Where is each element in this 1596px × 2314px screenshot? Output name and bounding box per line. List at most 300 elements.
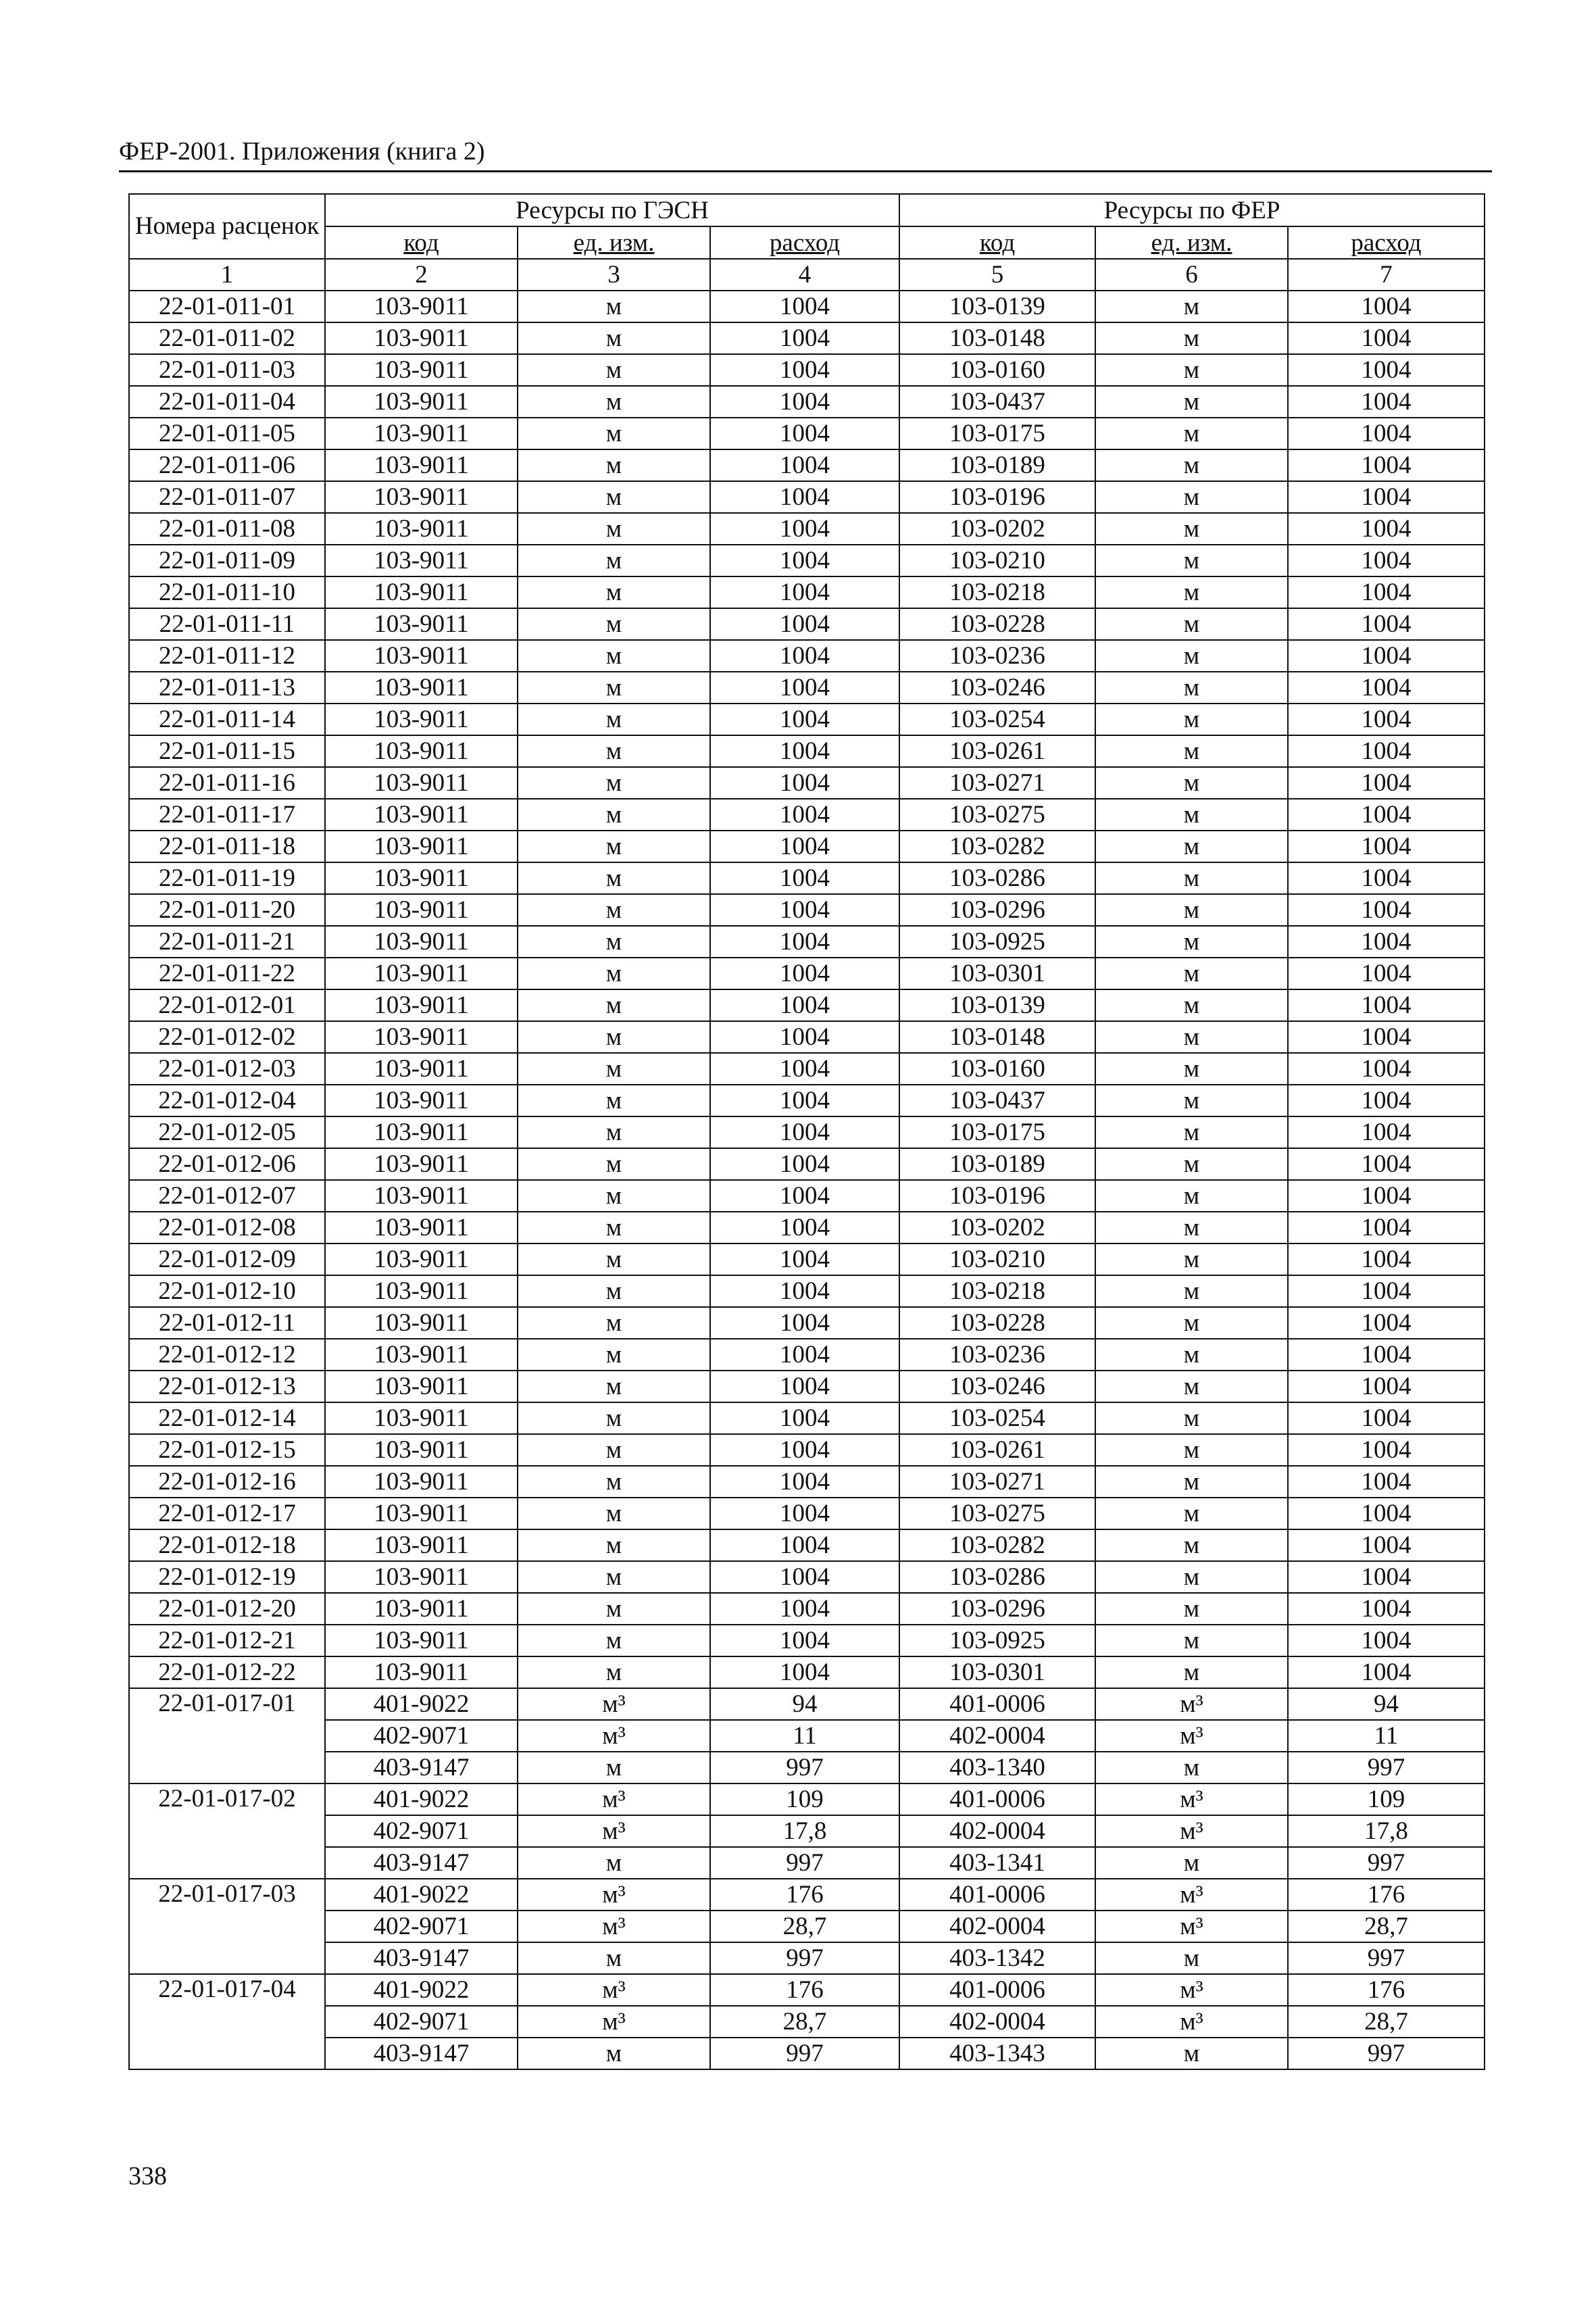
cell-gesn-unit: м: [518, 481, 710, 513]
cell-gesn-consumption: 1004: [710, 1402, 899, 1434]
cell-fer-code: 103-0271: [899, 1466, 1095, 1498]
cell-gesn-consumption: 997: [710, 2038, 899, 2069]
cell-gesn-unit: м: [518, 672, 710, 704]
cell-fer-unit: м³: [1095, 1783, 1288, 1815]
table-row: [129, 576, 1485, 608]
cell-fer-code: 103-0296: [899, 894, 1095, 926]
cell-fer-consumption: 176: [1288, 1974, 1485, 2006]
cell-rate-number: 22-01-012-21: [129, 1625, 325, 1656]
cell-rate-number: 22-01-011-21: [129, 926, 325, 958]
table-row: [129, 1307, 1485, 1339]
cell-gesn-unit: м: [518, 1466, 710, 1498]
cell-gesn-code: 103-9011: [325, 418, 518, 449]
cell-gesn-unit: м: [518, 1402, 710, 1434]
col-header-fer-unit: ед. изм.: [1095, 226, 1288, 259]
cell-fer-consumption: 1004: [1288, 449, 1485, 481]
cell-gesn-unit: м³: [518, 1815, 710, 1847]
cell-gesn-code: 103-9011: [325, 1593, 518, 1625]
cell-rate-number: 22-01-012-01: [129, 989, 325, 1021]
cell-fer-code: 403-1342: [899, 1942, 1095, 1974]
table-row: [129, 1529, 1485, 1561]
table-row: [129, 1783, 1485, 1815]
cell-fer-consumption: 109: [1288, 1783, 1485, 1815]
cell-fer-unit: м: [1095, 386, 1288, 418]
cell-fer-unit: м: [1095, 958, 1288, 989]
cell-gesn-code: 103-9011: [325, 576, 518, 608]
cell-gesn-code: 103-9011: [325, 1212, 518, 1244]
cell-rate-number: 22-01-012-22: [129, 1656, 325, 1688]
cell-gesn-consumption: 1004: [710, 576, 899, 608]
table-row: [129, 1466, 1485, 1498]
cell-fer-unit: м: [1095, 354, 1288, 386]
cell-fer-code: 103-0282: [899, 831, 1095, 862]
cell-gesn-code: 103-9011: [325, 513, 518, 545]
cell-fer-consumption: 1004: [1288, 640, 1485, 672]
table-row: [129, 1180, 1485, 1212]
cell-gesn-code: 103-9011: [325, 1275, 518, 1307]
cell-rate-number: 22-01-012-05: [129, 1116, 325, 1148]
cell-gesn-code: 401-9022: [325, 1879, 518, 1911]
table-row: [129, 2006, 1485, 2038]
table-row: [129, 545, 1485, 576]
cell-gesn-consumption: 1004: [710, 1275, 899, 1307]
cell-rate-number: 22-01-011-22: [129, 958, 325, 989]
cell-fer-unit: м: [1095, 1180, 1288, 1212]
cell-gesn-code: 103-9011: [325, 1180, 518, 1212]
cell-fer-consumption: 28,7: [1288, 1911, 1485, 1942]
cell-gesn-unit: м: [518, 1085, 710, 1116]
cell-gesn-code: 103-9011: [325, 1116, 518, 1148]
resources-table: [128, 193, 1485, 2070]
cell-gesn-code: 103-9011: [325, 1085, 518, 1116]
cell-gesn-consumption: 1004: [710, 481, 899, 513]
cell-fer-consumption: 1004: [1288, 576, 1485, 608]
cell-gesn-code: 103-9011: [325, 354, 518, 386]
cell-fer-unit: м: [1095, 704, 1288, 735]
cell-gesn-consumption: 1004: [710, 1466, 899, 1498]
cell-gesn-unit: м³: [518, 1688, 710, 1720]
cell-fer-consumption: 997: [1288, 1942, 1485, 1974]
cell-fer-consumption: 1004: [1288, 322, 1485, 354]
cell-gesn-code: 401-9022: [325, 1974, 518, 2006]
cell-gesn-code: 103-9011: [325, 926, 518, 958]
cell-gesn-consumption: 1004: [710, 1307, 899, 1339]
cell-rate-number: 22-01-012-08: [129, 1212, 325, 1244]
cell-gesn-consumption: 1004: [710, 735, 899, 767]
col-number: 5: [899, 259, 1095, 291]
cell-gesn-unit: м: [518, 418, 710, 449]
cell-gesn-consumption: 1004: [710, 1148, 899, 1180]
cell-gesn-unit: м³: [518, 2006, 710, 2038]
cell-fer-unit: м: [1095, 1085, 1288, 1116]
table-row: [129, 1942, 1485, 1974]
cell-gesn-consumption: 1004: [710, 1180, 899, 1212]
cell-fer-unit: м: [1095, 1656, 1288, 1688]
table-row: [129, 2038, 1485, 2069]
cell-gesn-consumption: 28,7: [710, 2006, 899, 2038]
col-header-gesn-consumption: расход: [710, 226, 899, 259]
cell-rate-number: 22-01-011-15: [129, 735, 325, 767]
table-row: [129, 831, 1485, 862]
cell-fer-code: 103-0296: [899, 1593, 1095, 1625]
cell-fer-consumption: 997: [1288, 2038, 1485, 2069]
table-row: [129, 481, 1485, 513]
cell-gesn-code: 103-9011: [325, 1561, 518, 1593]
cell-fer-consumption: 1004: [1288, 735, 1485, 767]
cell-fer-code: 401-0006: [899, 1688, 1095, 1720]
cell-fer-consumption: 1004: [1288, 1116, 1485, 1148]
cell-rate-number: 22-01-011-11: [129, 608, 325, 640]
cell-gesn-code: 103-9011: [325, 799, 518, 831]
cell-fer-code: 103-0925: [899, 926, 1095, 958]
cell-gesn-code: 103-9011: [325, 386, 518, 418]
cell-gesn-code: 103-9011: [325, 545, 518, 576]
cell-fer-code: 103-0210: [899, 1244, 1095, 1275]
table-row: [129, 735, 1485, 767]
cell-gesn-code: 403-9147: [325, 1847, 518, 1879]
cell-fer-code: 103-0246: [899, 1371, 1095, 1402]
cell-fer-code: 401-0006: [899, 1974, 1095, 2006]
cell-gesn-unit: м³: [518, 1911, 710, 1942]
cell-gesn-code: 103-9011: [325, 1498, 518, 1529]
cell-fer-code: 402-0004: [899, 1911, 1095, 1942]
cell-fer-unit: м: [1095, 1752, 1288, 1783]
cell-gesn-consumption: 1004: [710, 1116, 899, 1148]
col-number: 7: [1288, 259, 1485, 291]
table-row: [129, 1275, 1485, 1307]
col-header-fer-consumption: расход: [1288, 226, 1485, 259]
cell-gesn-code: 402-9071: [325, 2006, 518, 2038]
cell-fer-consumption: 1004: [1288, 1307, 1485, 1339]
table-row: [129, 1434, 1485, 1466]
table-row: [129, 1116, 1485, 1148]
cell-gesn-consumption: 1004: [710, 989, 899, 1021]
cell-gesn-consumption: 1004: [710, 672, 899, 704]
cell-fer-code: 103-0275: [899, 799, 1095, 831]
table-row: [129, 926, 1485, 958]
cell-gesn-consumption: 1004: [710, 1593, 899, 1625]
cell-gesn-code: 103-9011: [325, 481, 518, 513]
cell-gesn-unit: м: [518, 322, 710, 354]
cell-gesn-consumption: 997: [710, 1847, 899, 1879]
table-row: [129, 1974, 1485, 2006]
cell-gesn-consumption: 1004: [710, 545, 899, 576]
cell-fer-unit: м³: [1095, 2006, 1288, 2038]
cell-rate-number: 22-01-012-03: [129, 1053, 325, 1085]
cell-gesn-code: 103-9011: [325, 672, 518, 704]
cell-gesn-unit: м: [518, 1275, 710, 1307]
cell-fer-unit: м: [1095, 1561, 1288, 1593]
table-row: [129, 894, 1485, 926]
cell-fer-unit: м³: [1095, 1974, 1288, 2006]
cell-fer-unit: м: [1095, 1212, 1288, 1244]
cell-fer-unit: м: [1095, 1942, 1288, 1974]
cell-fer-consumption: 1004: [1288, 1529, 1485, 1561]
cell-rate-number: 22-01-011-13: [129, 672, 325, 704]
cell-fer-code: 403-1341: [899, 1847, 1095, 1879]
table-row: [129, 1879, 1485, 1911]
cell-fer-code: 103-0254: [899, 704, 1095, 735]
cell-gesn-unit: м: [518, 1752, 710, 1783]
cell-fer-code: 103-0148: [899, 1021, 1095, 1053]
cell-fer-unit: м: [1095, 1498, 1288, 1529]
cell-fer-unit: м: [1095, 989, 1288, 1021]
table-row: [129, 1402, 1485, 1434]
cell-fer-consumption: 1004: [1288, 1466, 1485, 1498]
cell-fer-code: 103-0228: [899, 1307, 1095, 1339]
table-row: [129, 958, 1485, 989]
cell-rate-number: 22-01-011-17: [129, 799, 325, 831]
cell-fer-code: 403-1340: [899, 1752, 1095, 1783]
cell-rate-number: 22-01-017-01: [129, 1688, 325, 1783]
cell-fer-consumption: 1004: [1288, 1148, 1485, 1180]
cell-gesn-unit: м: [518, 576, 710, 608]
cell-gesn-unit: м: [518, 735, 710, 767]
cell-gesn-code: 103-9011: [325, 1434, 518, 1466]
cell-fer-unit: м: [1095, 2038, 1288, 2069]
table-row: [129, 608, 1485, 640]
cell-gesn-code: 103-9011: [325, 291, 518, 322]
cell-gesn-unit: м: [518, 958, 710, 989]
cell-gesn-unit: м³: [518, 1783, 710, 1815]
cell-fer-code: 103-0202: [899, 1212, 1095, 1244]
cell-fer-consumption: 1004: [1288, 672, 1485, 704]
cell-rate-number: 22-01-011-16: [129, 767, 325, 799]
col-header-gesn-code: код: [325, 226, 518, 259]
cell-fer-code: 103-0282: [899, 1529, 1095, 1561]
cell-gesn-unit: м: [518, 386, 710, 418]
cell-gesn-consumption: 1004: [710, 1656, 899, 1688]
cell-gesn-consumption: 1004: [710, 958, 899, 989]
cell-fer-unit: м: [1095, 608, 1288, 640]
cell-gesn-unit: м: [518, 1847, 710, 1879]
cell-rate-number: 22-01-011-19: [129, 862, 325, 894]
table-row: [129, 672, 1485, 704]
table-row: [129, 989, 1485, 1021]
cell-fer-unit: м: [1095, 640, 1288, 672]
cell-fer-consumption: 17,8: [1288, 1815, 1485, 1847]
cell-gesn-consumption: 176: [710, 1974, 899, 2006]
cell-rate-number: 22-01-012-19: [129, 1561, 325, 1593]
cell-gesn-unit: м: [518, 1244, 710, 1275]
cell-fer-code: 103-0286: [899, 1561, 1095, 1593]
cell-fer-code: 103-0246: [899, 672, 1095, 704]
cell-gesn-unit: м: [518, 1339, 710, 1371]
cell-gesn-unit: м: [518, 831, 710, 862]
col-number: 1: [129, 259, 325, 291]
cell-fer-consumption: 997: [1288, 1847, 1485, 1879]
cell-gesn-code: 402-9071: [325, 1720, 518, 1752]
cell-fer-unit: м: [1095, 418, 1288, 449]
cell-fer-consumption: 1004: [1288, 1212, 1485, 1244]
cell-rate-number: 22-01-011-10: [129, 576, 325, 608]
cell-gesn-unit: м: [518, 640, 710, 672]
cell-fer-unit: м: [1095, 545, 1288, 576]
cell-fer-unit: м³: [1095, 1879, 1288, 1911]
cell-gesn-code: 103-9011: [325, 989, 518, 1021]
cell-fer-unit: м: [1095, 1244, 1288, 1275]
cell-gesn-consumption: 17,8: [710, 1815, 899, 1847]
cell-fer-consumption: 1004: [1288, 1244, 1485, 1275]
cell-fer-consumption: 1004: [1288, 418, 1485, 449]
cell-gesn-consumption: 1004: [710, 894, 899, 926]
cell-gesn-unit: м: [518, 1593, 710, 1625]
cell-gesn-code: 103-9011: [325, 640, 518, 672]
cell-gesn-code: 103-9011: [325, 1244, 518, 1275]
table-body: [129, 291, 1485, 2069]
cell-fer-unit: м: [1095, 799, 1288, 831]
cell-fer-unit: м: [1095, 1529, 1288, 1561]
cell-rate-number: 22-01-012-15: [129, 1434, 325, 1466]
table-row: [129, 1656, 1485, 1688]
cell-fer-consumption: 1004: [1288, 1593, 1485, 1625]
cell-gesn-unit: м: [518, 894, 710, 926]
table-row: [129, 1847, 1485, 1879]
table-row: [129, 1021, 1485, 1053]
cell-rate-number: 22-01-011-05: [129, 418, 325, 449]
cell-fer-unit: м: [1095, 672, 1288, 704]
cell-gesn-unit: м: [518, 989, 710, 1021]
cell-fer-consumption: 94: [1288, 1688, 1485, 1720]
cell-fer-unit: м: [1095, 576, 1288, 608]
cell-fer-unit: м: [1095, 894, 1288, 926]
cell-fer-consumption: 1004: [1288, 894, 1485, 926]
table-row: [129, 862, 1485, 894]
group-header-fer: Ресурсы по ФЕР: [899, 194, 1485, 226]
cell-rate-number: 22-01-011-01: [129, 291, 325, 322]
cell-fer-unit: м: [1095, 1593, 1288, 1625]
cell-fer-consumption: 1004: [1288, 1339, 1485, 1371]
cell-gesn-code: 402-9071: [325, 1911, 518, 1942]
cell-fer-unit: м: [1095, 1434, 1288, 1466]
cell-fer-code: 103-0218: [899, 576, 1095, 608]
cell-fer-code: 103-0286: [899, 862, 1095, 894]
cell-fer-consumption: 1004: [1288, 704, 1485, 735]
cell-gesn-consumption: 1004: [710, 767, 899, 799]
col-number: 2: [325, 259, 518, 291]
cell-gesn-consumption: 1004: [710, 640, 899, 672]
table-row: [129, 1085, 1485, 1116]
cell-gesn-code: 103-9011: [325, 1656, 518, 1688]
cell-fer-code: 103-0437: [899, 386, 1095, 418]
cell-gesn-unit: м: [518, 1625, 710, 1656]
cell-fer-unit: м: [1095, 735, 1288, 767]
cell-gesn-unit: м³: [518, 1720, 710, 1752]
cell-rate-number: 22-01-011-08: [129, 513, 325, 545]
cell-rate-number: 22-01-017-04: [129, 1974, 325, 2069]
cell-fer-consumption: 1004: [1288, 831, 1485, 862]
cell-rate-number: 22-01-011-12: [129, 640, 325, 672]
cell-gesn-code: 103-9011: [325, 894, 518, 926]
cell-fer-code: 103-0218: [899, 1275, 1095, 1307]
cell-fer-unit: м: [1095, 513, 1288, 545]
cell-gesn-consumption: 1004: [710, 608, 899, 640]
cell-gesn-code: 103-9011: [325, 1466, 518, 1498]
cell-gesn-code: 103-9011: [325, 1402, 518, 1434]
cell-rate-number: 22-01-012-12: [129, 1339, 325, 1371]
cell-fer-consumption: 1004: [1288, 1021, 1485, 1053]
cell-rate-number: 22-01-011-09: [129, 545, 325, 576]
table-row: [129, 1752, 1485, 1783]
cell-gesn-unit: м: [518, 767, 710, 799]
cell-fer-unit: м: [1095, 926, 1288, 958]
page-number: 338: [128, 2162, 167, 2190]
table-row: [129, 1498, 1485, 1529]
table-row: [129, 1212, 1485, 1244]
table-row: [129, 291, 1485, 322]
cell-fer-code: 103-0261: [899, 735, 1095, 767]
cell-fer-consumption: 997: [1288, 1752, 1485, 1783]
cell-gesn-unit: м: [518, 2038, 710, 2069]
cell-fer-code: 103-0254: [899, 1402, 1095, 1434]
cell-fer-code: 402-0004: [899, 1720, 1095, 1752]
cell-gesn-consumption: 94: [710, 1688, 899, 1720]
cell-gesn-code: 103-9011: [325, 767, 518, 799]
cell-fer-code: 103-0196: [899, 481, 1095, 513]
cell-gesn-consumption: 176: [710, 1879, 899, 1911]
cell-fer-unit: м³: [1095, 1720, 1288, 1752]
cell-fer-unit: м: [1095, 449, 1288, 481]
cell-gesn-consumption: 1004: [710, 862, 899, 894]
cell-gesn-unit: м³: [518, 1879, 710, 1911]
cell-rate-number: 22-01-012-06: [129, 1148, 325, 1180]
cell-fer-code: 103-0160: [899, 1053, 1095, 1085]
cell-gesn-code: 103-9011: [325, 1529, 518, 1561]
cell-fer-code: 103-0189: [899, 449, 1095, 481]
cell-fer-unit: м³: [1095, 1815, 1288, 1847]
cell-fer-code: 401-0006: [899, 1783, 1095, 1815]
cell-fer-unit: м: [1095, 1466, 1288, 1498]
cell-rate-number: 22-01-012-02: [129, 1021, 325, 1053]
cell-fer-code: 103-0189: [899, 1148, 1095, 1180]
cell-gesn-code: 402-9071: [325, 1815, 518, 1847]
cell-rate-number: 22-01-012-16: [129, 1466, 325, 1498]
cell-fer-code: 103-0236: [899, 1339, 1095, 1371]
cell-fer-consumption: 1004: [1288, 545, 1485, 576]
page-header: ФЕР-2001. Приложения (книга 2): [119, 132, 1492, 172]
cell-fer-consumption: 1004: [1288, 608, 1485, 640]
cell-fer-code: 103-0210: [899, 545, 1095, 576]
cell-fer-unit: м: [1095, 1307, 1288, 1339]
cell-gesn-code: 403-9147: [325, 1752, 518, 1783]
cell-rate-number: 22-01-012-20: [129, 1593, 325, 1625]
cell-rate-number: 22-01-011-07: [129, 481, 325, 513]
cell-gesn-unit: м: [518, 513, 710, 545]
cell-gesn-consumption: 1004: [710, 1371, 899, 1402]
cell-gesn-consumption: 1004: [710, 322, 899, 354]
cell-gesn-code: 401-9022: [325, 1688, 518, 1720]
cell-gesn-unit: м: [518, 926, 710, 958]
col-header-fer-code: код: [899, 226, 1095, 259]
cell-fer-unit: м: [1095, 862, 1288, 894]
cell-fer-code: 103-0202: [899, 513, 1095, 545]
cell-gesn-unit: м: [518, 1212, 710, 1244]
cell-rate-number: 22-01-012-14: [129, 1402, 325, 1434]
cell-gesn-code: 103-9011: [325, 704, 518, 735]
cell-fer-consumption: 1004: [1288, 1180, 1485, 1212]
cell-gesn-consumption: 1004: [710, 1021, 899, 1053]
cell-fer-code: 103-0139: [899, 291, 1095, 322]
table-row: [129, 1244, 1485, 1275]
cell-fer-code: 103-0275: [899, 1498, 1095, 1529]
cell-fer-consumption: 1004: [1288, 386, 1485, 418]
cell-gesn-code: 103-9011: [325, 608, 518, 640]
cell-gesn-code: 103-9011: [325, 862, 518, 894]
cell-fer-consumption: 1004: [1288, 1053, 1485, 1085]
cell-gesn-consumption: 1004: [710, 1339, 899, 1371]
cell-rate-number: 22-01-012-11: [129, 1307, 325, 1339]
cell-rate-number: 22-01-011-04: [129, 386, 325, 418]
